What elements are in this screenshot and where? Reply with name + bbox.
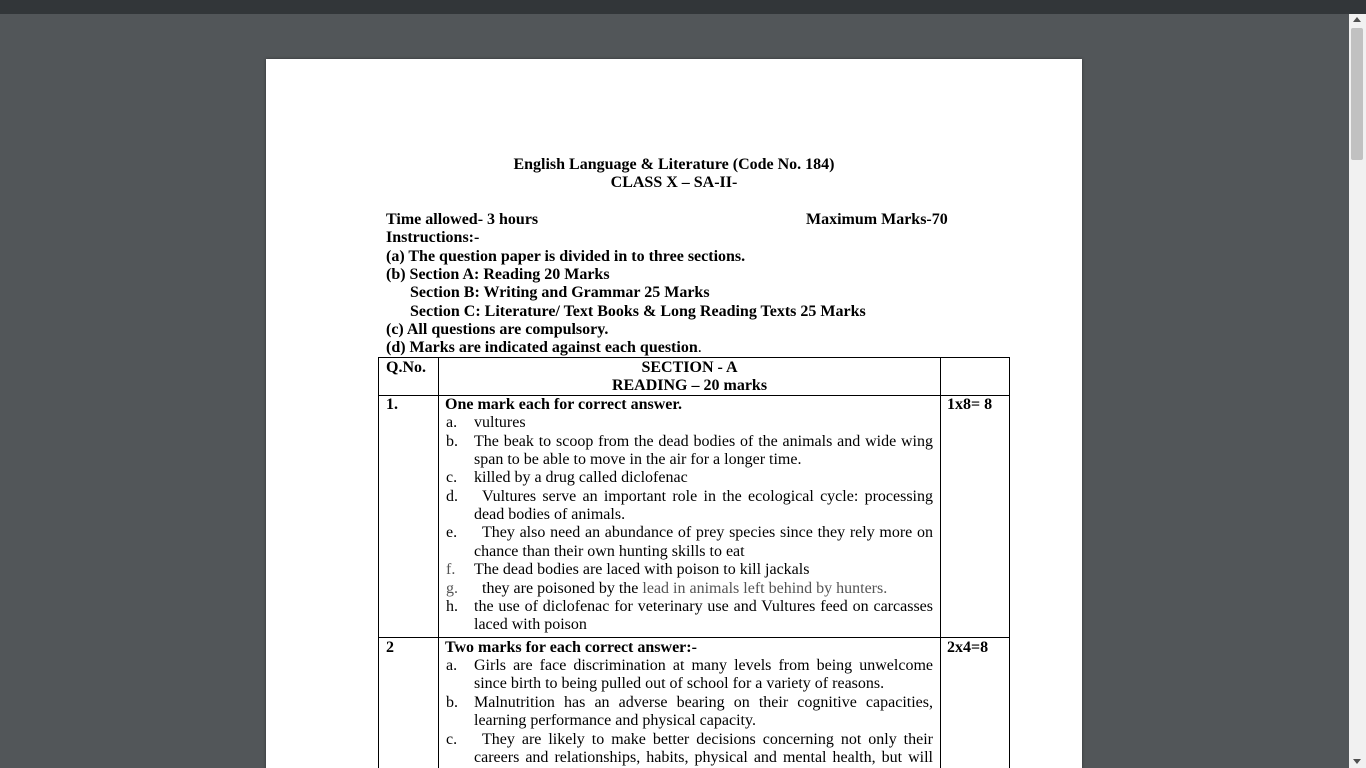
- class-line: CLASS X – SA-II-: [610, 174, 738, 191]
- answer-letter: d.: [446, 488, 458, 505]
- instruction-c: (c) All questions are compulsory.: [386, 321, 609, 338]
- answer-line: dead bodies of animals.: [474, 506, 626, 523]
- scroll-up-arrow-icon[interactable]: [1353, 17, 1361, 22]
- answer-line: they are poisoned by the lead in animals left behind by hunters.: [482, 580, 888, 597]
- answer-letter: a.: [446, 414, 458, 431]
- scrollbar-thumb[interactable]: [1351, 28, 1363, 160]
- answer-line: vultures: [474, 414, 526, 431]
- qno-header: Q.No.: [386, 359, 426, 376]
- vertical-scrollbar[interactable]: [1349, 14, 1366, 768]
- answer-letter: c.: [446, 731, 458, 748]
- section-subtitle: READING – 20 marks: [611, 377, 768, 394]
- question-marks: 1x8= 8: [947, 396, 993, 413]
- table-border-left: [378, 357, 379, 768]
- table-border-top: [378, 357, 1010, 358]
- answer-line: The dead bodies are laced with poison to kill jackals: [474, 561, 810, 578]
- answer-line: laced with poison: [474, 616, 587, 633]
- answer-letter: b.: [446, 694, 458, 711]
- instruction-b: (b) Section A: Reading 20 Marks: [386, 266, 610, 283]
- question-heading: One mark each for correct answer.: [445, 396, 682, 413]
- answer-letter: g.: [446, 580, 458, 597]
- answer-letter: c.: [446, 469, 458, 486]
- answer-letter: f.: [446, 561, 456, 578]
- answer-line: They also need an abundance of prey species since they rely more on: [482, 524, 933, 541]
- instructions-heading: Instructions:-: [386, 229, 480, 246]
- time-allowed: Time allowed- 3 hours: [386, 211, 539, 228]
- answer-line: Malnutrition has an adverse bearing on their cognitive capacities,: [474, 694, 933, 711]
- scroll-down-arrow-icon[interactable]: [1353, 759, 1361, 764]
- answer-line: The beak to scoop from the dead bodies of the animals and wide wing: [474, 433, 933, 450]
- table-row-divider: [378, 637, 1010, 638]
- table-col-divider: [438, 357, 439, 768]
- table-border-right: [1009, 357, 1010, 768]
- instruction-a: (a) The question paper is divided in to three sections.: [386, 248, 746, 265]
- document-title: English Language & Literature (Code No. 184): [513, 156, 835, 173]
- question-heading: Two marks for each correct answer:-: [445, 639, 697, 656]
- instruction-section-b: Section B: Writing and Grammar 25 Marks: [410, 284, 710, 301]
- answer-line: killed by a drug called diclofenac: [474, 469, 688, 486]
- instruction-section-c: Section C: Literature/ Text Books & Long Reading Texts 25 Marks: [410, 303, 866, 320]
- viewer-toolbar: [0, 0, 1366, 14]
- question-marks: 2x4=8: [947, 639, 989, 656]
- question-number: 1.: [386, 396, 398, 413]
- instruction-d: (d) Marks are indicated against each question.: [386, 339, 702, 356]
- answer-line: They are likely to make better decisions concerning not only their: [482, 731, 933, 748]
- answer-line: since birth to being pulled out of school for a variety of reasons.: [474, 675, 885, 692]
- section-title: SECTION - A: [641, 359, 738, 376]
- answer-line: span to be able to move in the air for a longer time.: [474, 451, 802, 468]
- answer-line: learning performance and physical capacity.: [474, 712, 756, 729]
- answer-line: careers and relationships, habits, physical and mental health, but will: [474, 749, 933, 766]
- answer-letter: h.: [446, 598, 458, 615]
- answer-letter: e.: [446, 524, 458, 541]
- answer-letter: b.: [446, 433, 458, 450]
- answer-line: chance than their own hunting skills to eat: [474, 543, 745, 560]
- table-col-divider: [940, 357, 941, 768]
- pdf-page: [266, 59, 1082, 768]
- answer-letter: a.: [446, 657, 458, 674]
- max-marks: Maximum Marks-70: [806, 211, 948, 228]
- question-number: 2: [386, 639, 394, 656]
- answer-line: Vultures serve an important role in the ecological cycle: processing: [482, 488, 933, 505]
- answer-line: Girls are face discrimination at many levels from being unwelcome: [474, 657, 933, 674]
- answer-line: the use of diclofenac for veterinary use and Vultures feed on carcasses: [474, 598, 933, 615]
